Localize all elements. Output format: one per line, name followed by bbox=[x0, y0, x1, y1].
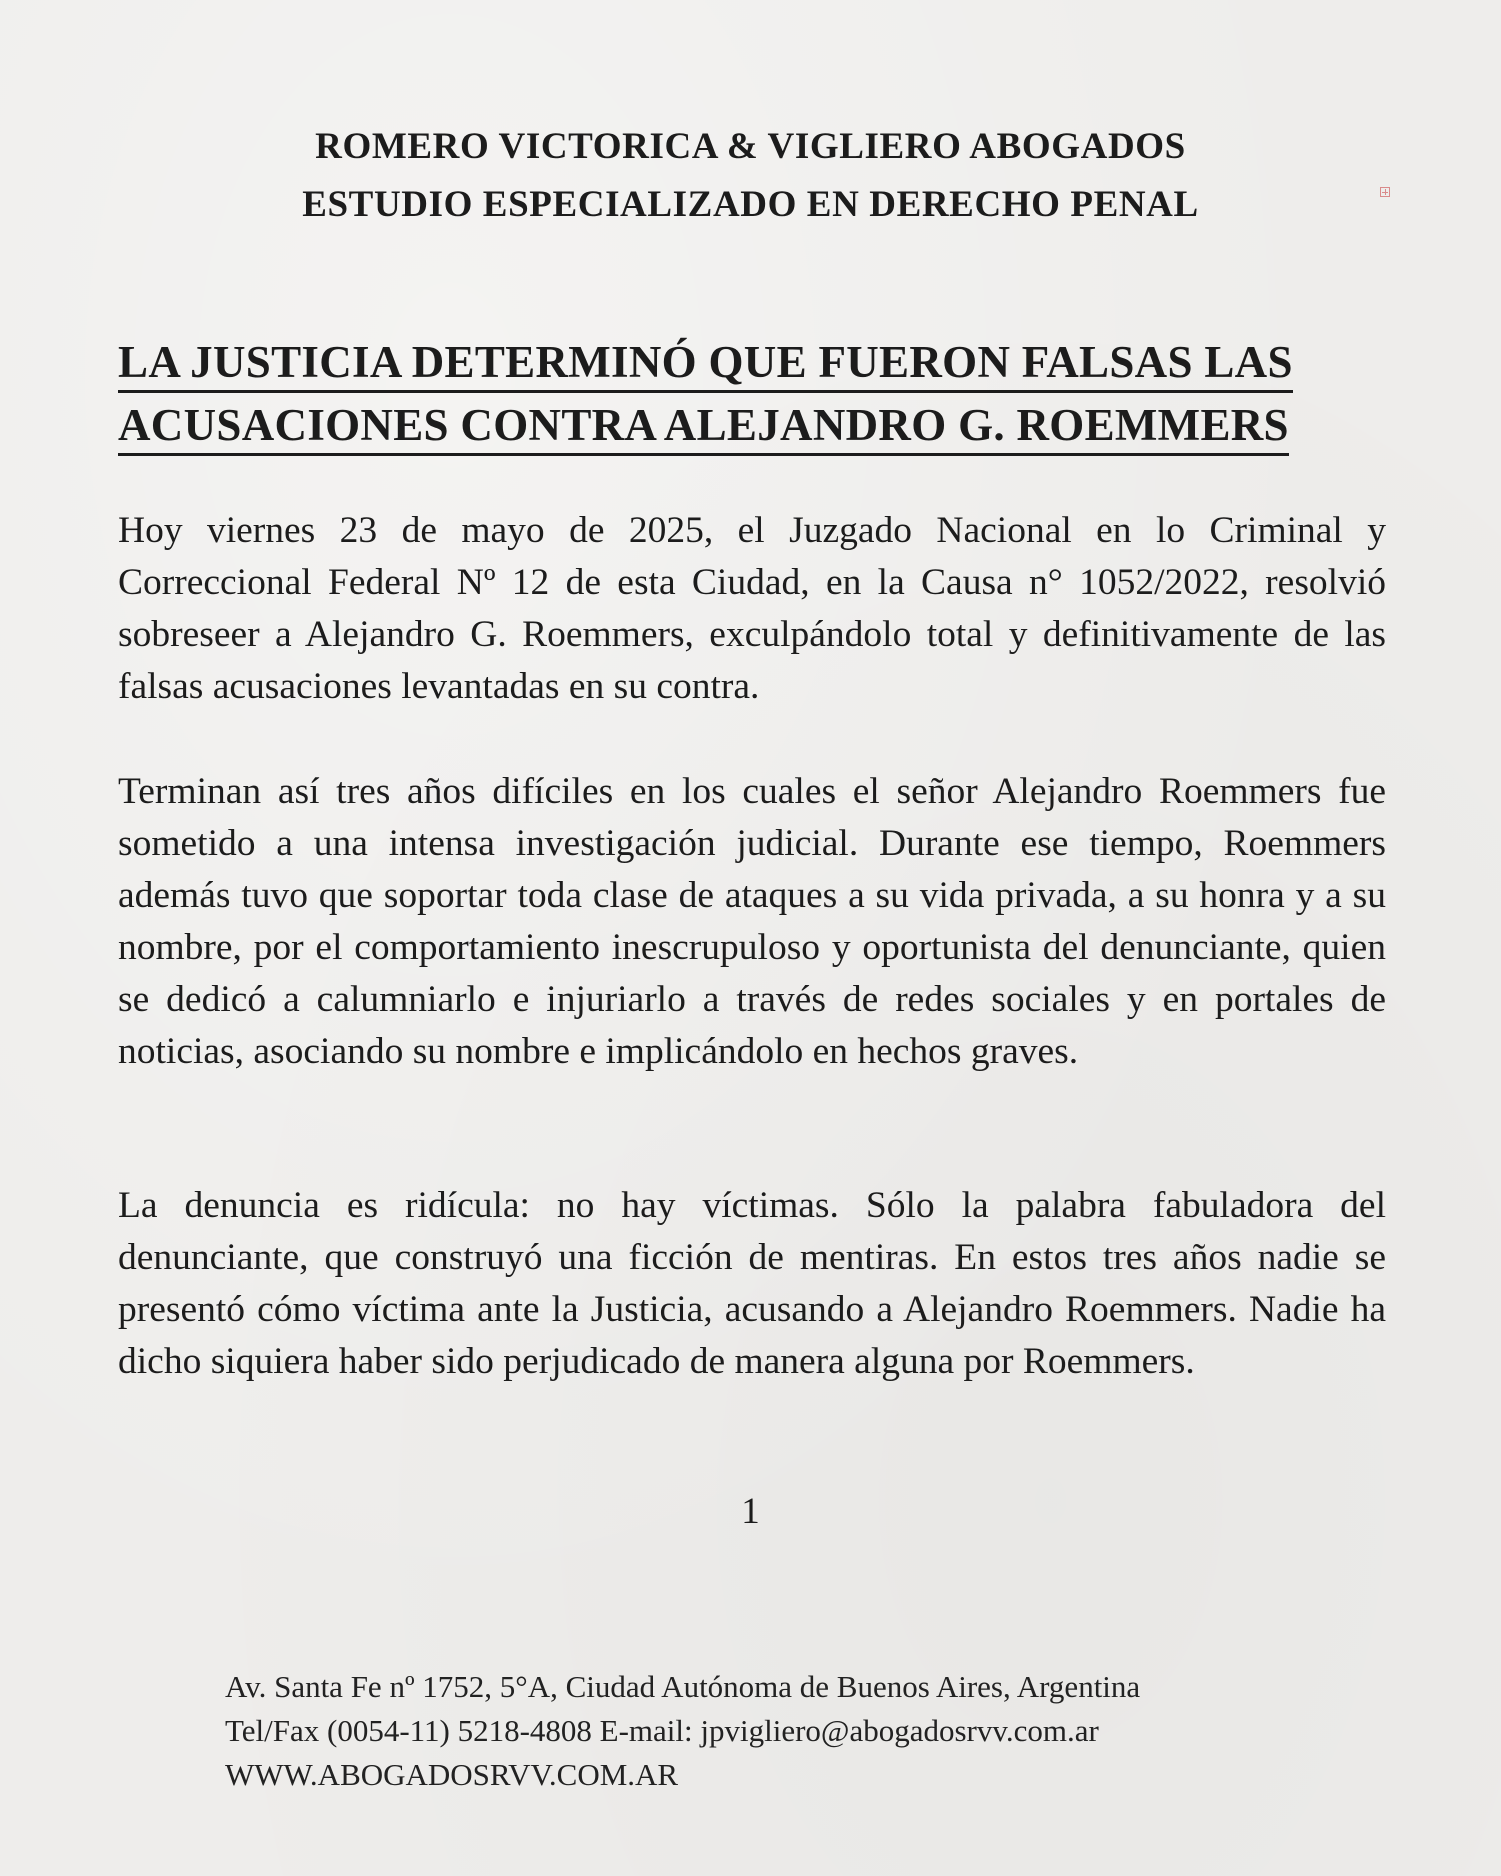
footer-website: WWW.ABOGADOSRVV.COM.AR bbox=[225, 1757, 679, 1792]
paragraph-3: La denuncia es ridícula: no hay víctimas. Sólo la palabra fabuladora del denunciante, que construyó una ficción de mentiras. En estos tres años nadie se presentó cómo víctima ante la Justicia, acusando a Alejandro Roemmers. Nadie ha dicho siquiera haber sido perjudicado de manera alguna por Roemmers. bbox=[118, 1185, 1386, 1382]
firm-name: ROMERO VICTORICA & VIGLIERO ABOGADOS bbox=[315, 126, 1186, 167]
footer-contact: Tel/Fax (0054-11) 5218-4808 E-mail: jpvigliero@abogadosrvv.com.ar bbox=[225, 1713, 1099, 1748]
firm-specialty: ESTUDIO ESPECIALIZADO EN DERECHO PENAL bbox=[302, 184, 1199, 225]
paragraph-2: Terminan así tres años difíciles en los cuales el señor Alejandro Roemmers fue sometido a una intensa investigación judicial. Durante ese tiempo, Roemmers además tuvo que soportar toda clase de ataques a su vida privada, a su honra y a su nombre, por el comportamiento inescrupuloso y oportunista del denunciante, quien se dedicó a calumniarlo e injuriarlo a través de redes sociales y en portales de noticias, asociando su nombre e implicándolo en hechos graves. bbox=[118, 771, 1386, 1072]
page-number: 1 bbox=[741, 1491, 760, 1532]
letterhead bbox=[0, 118, 1501, 234]
footer-address: Av. Santa Fe nº 1752, 5°A, Ciudad Autónoma de Buenos Aires, Argentina bbox=[225, 1669, 1141, 1704]
title-line-2: ACUSACIONES CONTRA ALEJANDRO G. ROEMMERS bbox=[118, 397, 1289, 456]
expand-marker-icon bbox=[1380, 187, 1390, 197]
press-release-title bbox=[118, 332, 1388, 456]
title-line-1: LA JUSTICIA DETERMINÓ QUE FUERON FALSAS LAS bbox=[118, 334, 1293, 393]
paragraph-1: Hoy viernes 23 de mayo de 2025, el Juzgado Nacional en lo Criminal y Correccional Federal Nº 12 de esta Ciudad, en la Causa n° 1052/2022, resolvió sobreseer a Alejandro G. Roemmers, exculpándolo total y definitivamente de las falsas acusaciones levantadas en su contra. bbox=[118, 510, 1386, 707]
footer bbox=[225, 1665, 1140, 1797]
